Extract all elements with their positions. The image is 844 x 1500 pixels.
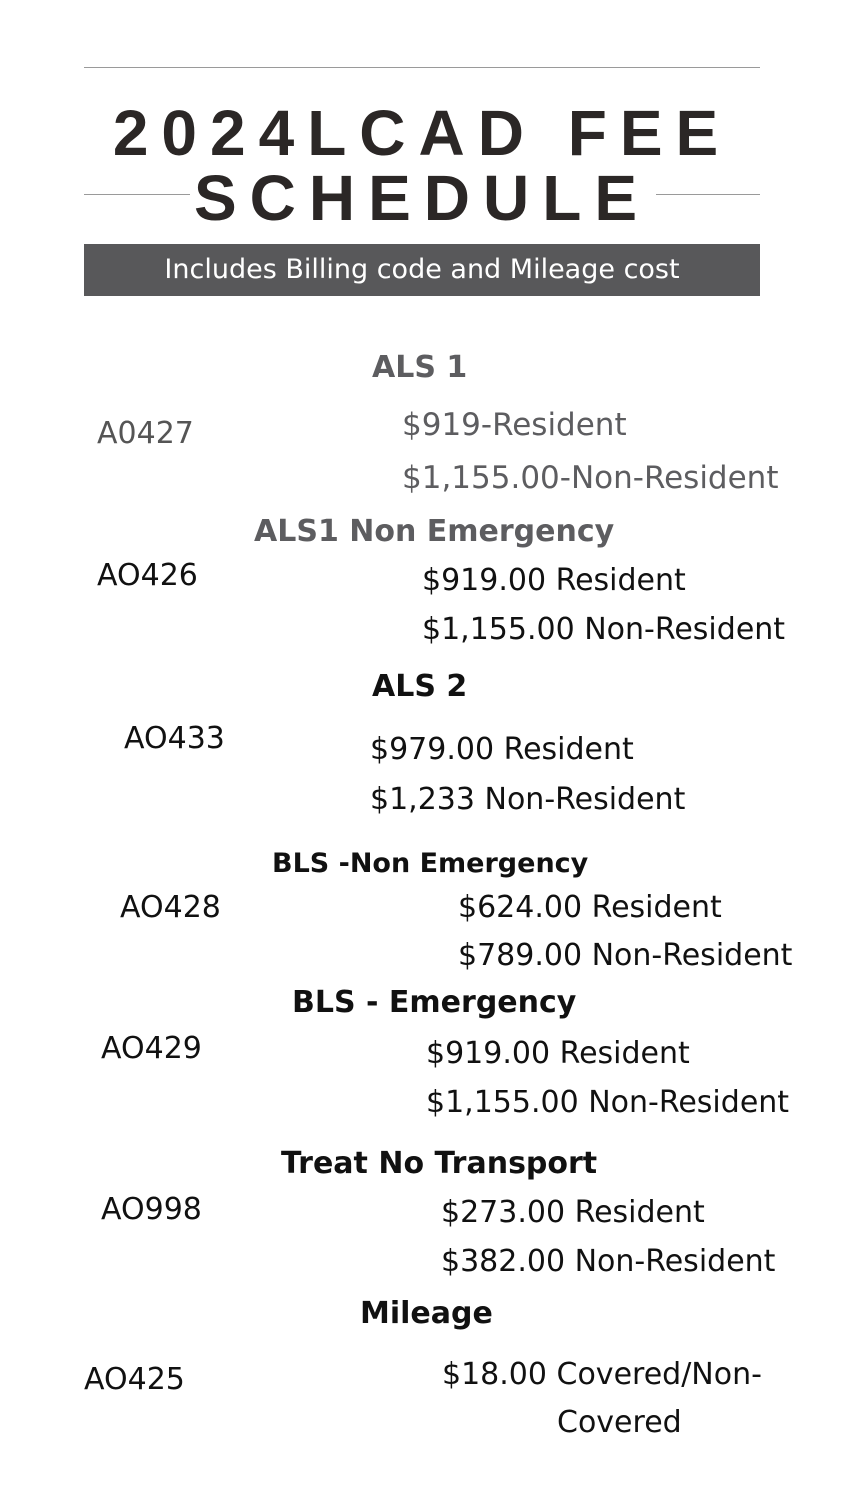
page-title-line2: SCHEDULE <box>193 162 651 234</box>
billing-code-treat-no-transport: AO998 <box>101 1192 202 1227</box>
section-heading-als2: ALS 2 <box>372 669 468 704</box>
section-heading-als1: ALS 1 <box>372 350 468 385</box>
resident-fee-treat-no-transport: $273.00 Resident <box>441 1195 705 1230</box>
nonresident-fee-als2: $1,233 Non-Resident <box>370 782 686 817</box>
nonresident-fee-bls-non-emergency: $789.00 Non-Resident <box>458 938 793 973</box>
billing-code-bls-emergency: AO429 <box>101 1031 202 1066</box>
nonresident-fee-bls-emergency: $1,155.00 Non-Resident <box>426 1085 790 1120</box>
resident-fee-als1-non-emergency: $919.00 Resident <box>422 563 686 598</box>
billing-code-bls-non-emergency: AO428 <box>120 890 221 925</box>
billing-code-mileage: AO425 <box>84 1362 185 1397</box>
top-divider <box>84 67 760 68</box>
title-right-divider <box>656 194 760 195</box>
section-heading-bls-emergency: BLS - Emergency <box>292 985 577 1020</box>
resident-fee-bls-emergency: $919.00 Resident <box>426 1036 690 1071</box>
page-title-line1: 2024LCAD FEE <box>112 97 732 169</box>
billing-code-als2: AO433 <box>124 721 225 756</box>
billing-code-als1-non-emergency: AO426 <box>97 558 198 593</box>
nonresident-fee-als1: $1,155.00-Non-Resident <box>402 460 779 496</box>
section-heading-bls-non-emergency: BLS -Non Emergency <box>272 848 589 879</box>
resident-fee-als1: $919-Resident <box>402 407 627 443</box>
section-heading-treat-no-transport: Treat No Transport <box>281 1146 598 1181</box>
resident-fee-bls-non-emergency: $624.00 Resident <box>458 890 722 925</box>
mileage-fee-line2: Covered <box>557 1405 682 1440</box>
section-heading-mileage: Mileage <box>360 1296 493 1331</box>
nonresident-fee-treat-no-transport: $382.00 Non-Resident <box>441 1244 776 1279</box>
subtitle-banner: Includes Billing code and Mileage cost <box>84 244 760 296</box>
mileage-fee-line1: $18.00 Covered/Non- <box>442 1357 762 1392</box>
resident-fee-als2: $979.00 Resident <box>370 732 634 767</box>
billing-code-als1: A0427 <box>97 416 194 451</box>
section-heading-als1-non-emergency: ALS1 Non Emergency <box>254 514 615 549</box>
nonresident-fee-als1-non-emergency: $1,155.00 Non-Resident <box>422 612 786 647</box>
